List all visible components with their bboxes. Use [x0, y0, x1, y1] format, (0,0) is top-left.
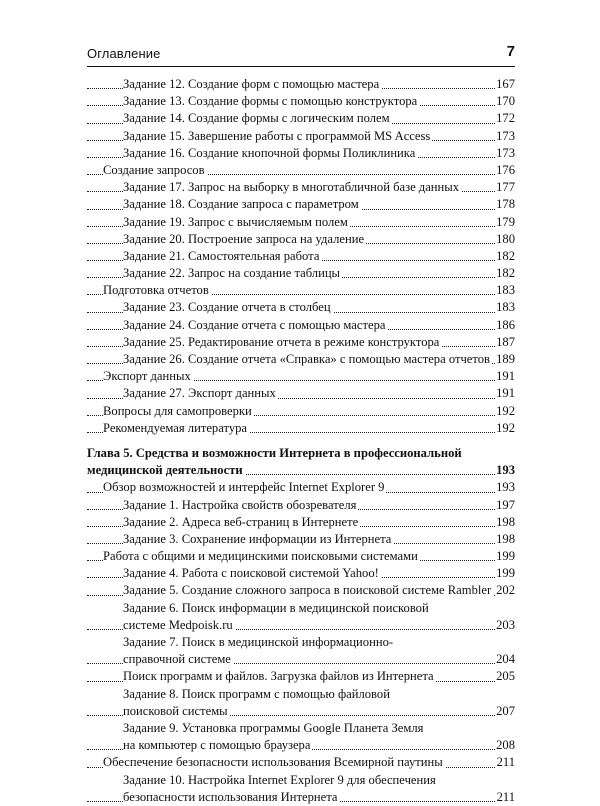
toc-entry[interactable] — [87, 368, 515, 385]
toc-entry-text: Поиск программ и файлов. Загрузка файлов из Интернета — [123, 669, 434, 684]
toc-entry-text: Экспорт данных — [103, 369, 191, 384]
toc-entry-text: поисковой системы — [123, 703, 228, 718]
toc-entry-page: 180 — [495, 231, 515, 248]
toc-entry[interactable] — [87, 334, 515, 351]
toc-entry[interactable] — [87, 93, 515, 110]
toc-entry[interactable] — [87, 720, 515, 737]
toc-entry[interactable] — [87, 617, 515, 634]
toc-entry-text: Задание 26. Создание отчета «Справка» с помощью мастера отчетов — [123, 352, 490, 366]
toc-entry-page: 211 — [496, 789, 515, 806]
toc-entry-page: 207 — [495, 703, 515, 720]
toc-entry[interactable] — [87, 351, 515, 368]
chapter-title-line1: Глава 5. Средства и возможности Интернета в профессиональной — [87, 445, 462, 460]
toc-block-chapter4 — [87, 76, 515, 437]
toc-entry-page: 205 — [495, 668, 515, 685]
toc-entry[interactable] — [87, 772, 515, 789]
toc-entry[interactable] — [87, 703, 515, 720]
toc-entry-text: Задание 5. Создание сложного запроса в поисковой системе Rambler — [123, 583, 492, 598]
toc-entry[interactable] — [87, 299, 515, 316]
toc-entry-text: на компьютер с помощью браузера — [123, 738, 311, 753]
toc-entry-page: 193 — [495, 479, 515, 496]
toc-entry-text: Задание 21. Самостоятельная работа — [123, 248, 320, 263]
toc-entry[interactable] — [87, 231, 515, 248]
toc-entry[interactable] — [87, 754, 515, 771]
toc-entry[interactable] — [87, 403, 515, 420]
chapter-title-line2: медицинской деятельности — [87, 463, 243, 478]
toc-entry-page: 170 — [495, 93, 515, 110]
toc-entry-page: 198 — [495, 514, 515, 531]
toc-entry-text: системе Medpoisk.ru — [123, 617, 233, 632]
toc-entry-text: Задание 25. Редактирование отчета в режиме конструктора — [123, 334, 440, 349]
toc-entry-page: 177 — [495, 179, 515, 196]
toc-entry-page: 179 — [495, 214, 515, 231]
table-of-contents — [87, 76, 515, 806]
toc-entry-text: Задание 10. Настройка Internet Explorer 9 для обеспечения — [123, 772, 436, 787]
toc-entry[interactable] — [87, 128, 515, 145]
toc-entry-text: Задание 20. Построение запроса на удаление — [123, 231, 365, 246]
toc-entry[interactable] — [87, 162, 515, 179]
toc-entry-page: 187 — [495, 334, 515, 351]
toc-entry-text: Задание 17. Запрос на выборку в многотабличной базе данных — [123, 180, 460, 195]
toc-entry[interactable] — [87, 514, 515, 531]
toc-entry[interactable] — [87, 497, 515, 514]
chapter-heading-cont[interactable] — [87, 462, 515, 479]
toc-entry-page: 199 — [495, 565, 515, 582]
toc-entry-text: Создание запросов — [103, 162, 205, 177]
toc-entry-text: Задание 8. Поиск программ с помощью файловой — [123, 686, 390, 701]
toc-entry-text: Задание 19. Запрос с вычисляемым полем — [123, 214, 348, 229]
toc-entry-text: Задание 22. Запрос на создание таблицы — [123, 266, 341, 281]
toc-entry-text: справочной системе — [123, 652, 231, 667]
toc-entry-text: Подготовка отчетов — [103, 283, 209, 298]
toc-entry-text: Работа с общими и медицинскими поисковыми системами — [103, 549, 418, 564]
toc-entry-text: Задание 16. Создание кнопочной формы Поликлиника — [123, 145, 416, 160]
toc-entry-page: 208 — [495, 737, 515, 754]
toc-entry[interactable] — [87, 179, 515, 196]
toc-entry-page: 191 — [495, 368, 515, 385]
toc-entry-page: 203 — [495, 617, 515, 634]
toc-entry-page: 167 — [495, 76, 515, 93]
toc-entry-page: 182 — [495, 265, 515, 282]
toc-entry[interactable] — [87, 600, 515, 617]
toc-entry-page: 178 — [495, 196, 515, 213]
toc-entry-page: 176 — [495, 162, 515, 179]
toc-entry-text: Задание 18. Создание запроса с параметром — [123, 197, 359, 212]
toc-entry[interactable] — [87, 789, 515, 806]
toc-entry[interactable] — [87, 196, 515, 213]
chapter-gap — [87, 437, 515, 445]
toc-entry[interactable] — [87, 686, 515, 703]
toc-entry[interactable] — [87, 248, 515, 265]
toc-entry-text: безопасности использования Интернета — [123, 789, 338, 804]
toc-entry[interactable] — [87, 145, 515, 162]
toc-entry-page: 199 — [495, 548, 515, 565]
toc-entry-page: 198 — [495, 531, 515, 548]
toc-entry-text: Задание 4. Работа с поисковой системой Yahoo! — [123, 566, 379, 581]
toc-entry-text: Рекомендуемая литература — [103, 420, 248, 435]
toc-entry[interactable] — [87, 479, 515, 496]
toc-entry-page: 172 — [495, 110, 515, 127]
toc-entry[interactable] — [87, 420, 515, 437]
running-title: Оглавление — [87, 46, 161, 61]
toc-entry-text: Вопросы для самопроверки — [103, 403, 252, 418]
toc-entry-page: 192 — [495, 403, 515, 420]
toc-entry-page: 197 — [495, 497, 515, 514]
toc-entry-page: 182 — [495, 248, 515, 265]
toc-entry[interactable] — [87, 651, 515, 668]
toc-entry-page: 186 — [495, 317, 515, 334]
toc-entry-text: Задание 27. Экспорт данных — [123, 386, 276, 401]
toc-entry-text: Задание 7. Поиск в медицинской информационно- — [123, 635, 394, 649]
toc-entry[interactable] — [87, 548, 515, 565]
toc-entry-page: 173 — [495, 128, 515, 145]
toc-entry-text: Задание 14. Создание формы с логическим полем — [123, 111, 390, 126]
toc-entry-text: Задание 13. Создание формы с помощью конструктора — [123, 94, 418, 109]
toc-entry[interactable] — [87, 531, 515, 548]
toc-entry-page: 191 — [495, 385, 515, 402]
toc-entry-page: 189 — [495, 351, 515, 368]
toc-entry-text: Обеспечение безопасности использования Всемирной паутины — [103, 755, 443, 770]
header-rule — [87, 66, 515, 67]
toc-entry-text: Задание 12. Создание форм с помощью мастера — [123, 77, 380, 91]
toc-entry-page: 192 — [495, 420, 515, 437]
toc-entry[interactable] — [87, 385, 515, 402]
toc-entry-text: Задание 24. Создание отчета с помощью мастера — [123, 317, 386, 332]
toc-entry[interactable] — [87, 582, 515, 599]
toc-entry[interactable] — [87, 110, 515, 127]
toc-entry-page: 202 — [495, 582, 515, 599]
toc-entry-text: Задание 23. Создание отчета в столбец — [123, 300, 331, 315]
chapter-page: 193 — [495, 462, 515, 479]
toc-entry[interactable] — [87, 76, 515, 93]
toc-entry-page: 173 — [495, 145, 515, 162]
toc-entry-page: 204 — [495, 651, 515, 668]
page-header — [87, 44, 515, 68]
toc-entry[interactable] — [87, 668, 515, 685]
toc-entry-text: Обзор возможностей и интерфейс Internet Explorer 9 — [103, 480, 385, 495]
toc-entry-text: Задание 1. Настройка свойств обозревателя — [123, 497, 357, 512]
toc-entry-page: 211 — [496, 754, 515, 771]
toc-entry-text: Задание 9. Установка программы Google Планета Земля — [123, 720, 424, 735]
toc-entry-text: Задание 2. Адреса веб-страниц в Интернете — [123, 514, 359, 529]
toc-entry[interactable] — [87, 634, 515, 651]
toc-entry[interactable] — [87, 282, 515, 299]
toc-entry[interactable] — [87, 214, 515, 231]
toc-entry-text: Задание 15. Завершение работы с программой MS Access — [123, 128, 431, 143]
toc-entry[interactable] — [87, 265, 515, 282]
page-number: 7 — [506, 43, 515, 60]
toc-entry[interactable] — [87, 317, 515, 334]
toc-entry[interactable] — [87, 737, 515, 754]
toc-entry-page: 183 — [495, 299, 515, 316]
toc-block-chapter5 — [87, 479, 515, 806]
toc-entry[interactable] — [87, 565, 515, 582]
toc-entry-text: Задание 3. Сохранение информации из Интернета — [123, 531, 392, 546]
toc-entry-page: 183 — [495, 282, 515, 299]
chapter-heading[interactable] — [87, 445, 515, 462]
toc-entry-text: Задание 6. Поиск информации в медицинской поисковой — [123, 600, 429, 615]
